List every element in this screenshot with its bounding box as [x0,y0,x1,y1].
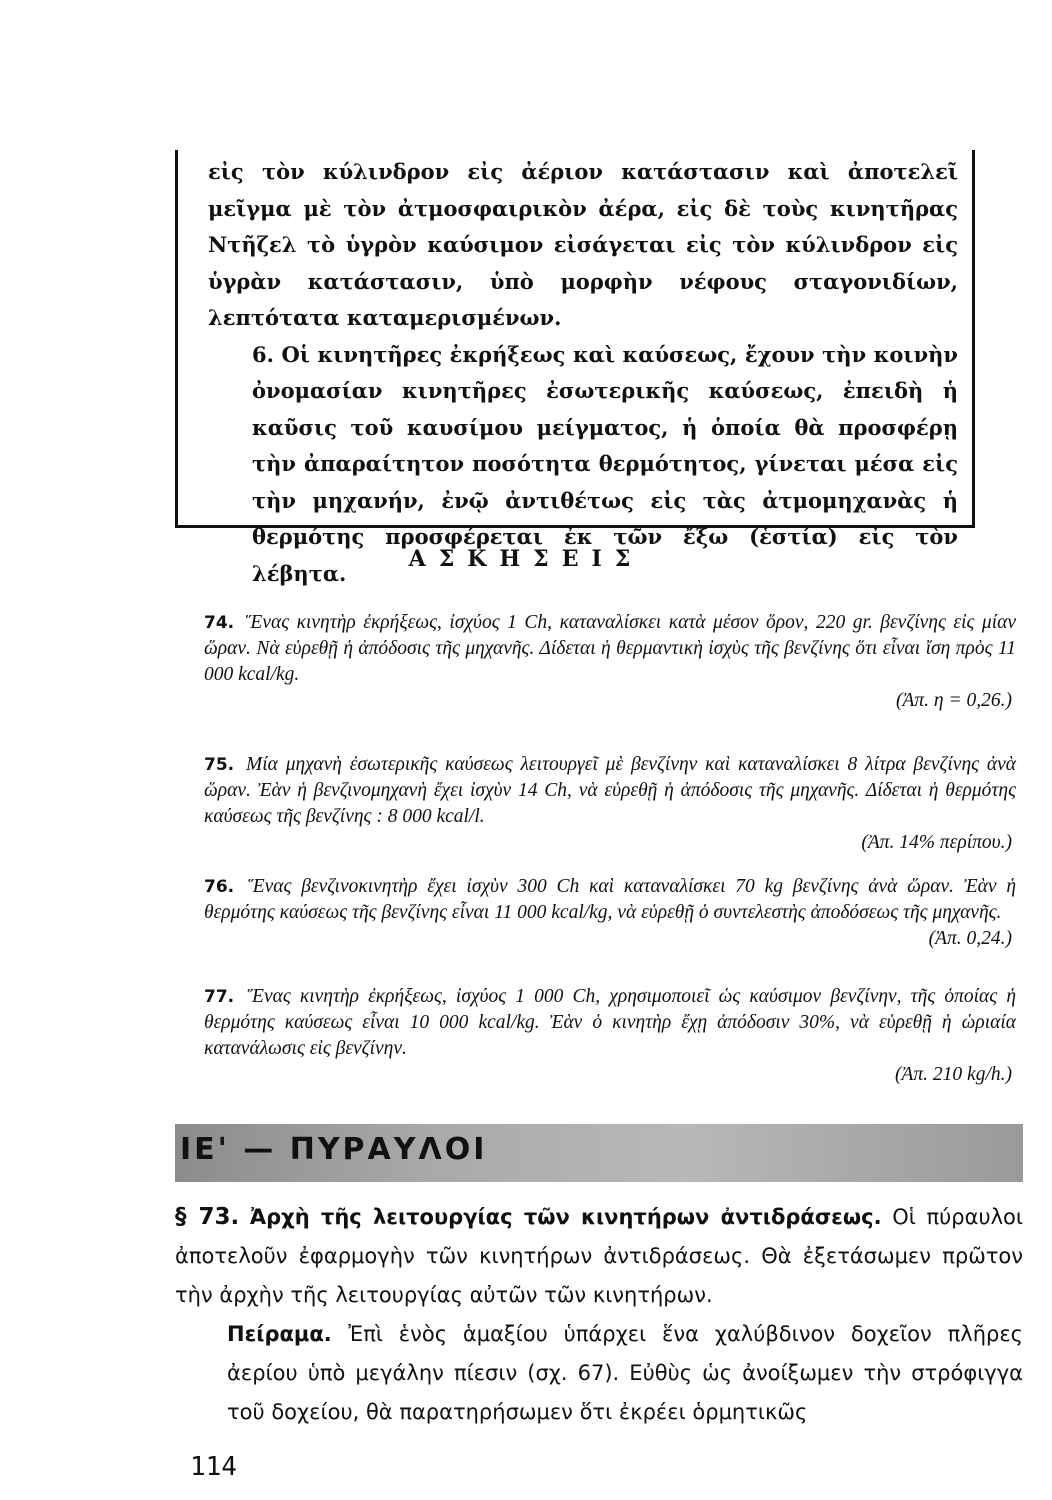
page-number: 114 [190,1452,237,1482]
exercise-text: Μία μηχανὴ ἐσωτερικῆς καύσεως λειτουργεῖ μὲ βενζίνην καὶ καταναλίσκει 8 λίτρα βενζίνης ἀνὰ ὥραν. Ἐὰν ἡ βενζινομηχανὴ ἔχει ἰσχὺν 14 Ch, νὰ εὑρεθῇ ἡ ἀπόδοσις τῆς μηχανῆς. Δίδεται ἡ θερμότης καύσεως τῆς βενζίνης : 8 000 kcal/l. [204,754,1017,827]
exercise-text: Ἕνας κινητὴρ ἐκρήξεως, ἰσχύος 1 000 Ch, χρησιμοποιεῖ ὡς καύσιμον βενζίνην, τῆς ὁποίας ἡ θερμότης καύσεως εἶναι 10 000 kcal/kg. Ἐὰν ὁ κινητὴρ ἔχῃ ἀπόδοσιν 30%, νὰ εὑρεθῇ ἡ ὡριαία κατανάλωσις εἰς βενζίνην. [204,986,1017,1059]
chapter-title: ΙΕ' — ΠΥΡΑΥΛΟΙ [180,1132,488,1167]
experiment-paragraph [175,1315,1023,1432]
summary-number: 6. [252,341,274,367]
section-heading: Ἀρχὴ τῆς λειτουργίας τῶν κινητήρων ἀντιδράσεως. [249,1205,882,1229]
summary-text: Οἱ κινητῆρες ἐκρήξεως καὶ καύσεως, ἔχουν τὴν κοινὴν ὀνομασίαν κινητῆρες ἐσωτερικῆς καύσεως, ἐπειδὴ ἡ καῦσις τοῦ καυσίμου μείγματος, ἡ ὁποία θὰ προσφέρῃ τὴν ἀπαραίτητον ποσότητα θερμότητος, γίνεται μέσα εἰς τὴν μηχανήν, ἐνῷ ἀντιθέτως εἰς τὰς ἀτμομηχανὰς ἡ θερμότης προσφέρεται ἐκ τῶν ἔξω (ἑστία) εἰς τὸν λέβητα. [252,341,958,586]
exercise-74 [204,610,1016,714]
exercise-number: 76. [204,877,235,897]
exercise-number: 77. [204,987,235,1007]
section-paragraph [175,1198,1023,1315]
exercise-number: 75. [204,755,235,775]
exercise-answer: (Ἀπ. 0,24.) [928,928,1012,949]
section-text: Οἱ πύραυλοι ἀποτελοῦν ἐφαρμογὴν τῶν κινητήρων ἀντιδράσεως. Θὰ ἐξετάσωμεν πρῶτον τὴν ἀρχὴν τῆς λειτουργίας αὐτῶν τῶν κινητήρων. [175,1205,1023,1307]
exercise-answer: (Ἀπ. 14% περίπου.) [861,832,1012,853]
exercise-text: Ἕνας κινητὴρ ἐκρήξεως, ἰσχύος 1 Ch, καταναλίσκει κατὰ μέσον ὅρον, 220 gr. βενζίνης εἰς μίαν ὥραν. Νὰ εὑρεθῇ ἡ ἀπόδοσις τῆς μηχανῆς. Δίδεται ἡ θερμαντικὴ ἰσχὺς τῆς βενζίνης ὅτι εἶναι ἴση πρὸς 11 000 kcal/kg. [204,612,1017,685]
summary-text: εἰς τὸν κύλινδρον εἰς ἀέριον κατάστασιν καὶ ἀποτελεῖ μεῖγμα μὲ τὸν ἀτμοσφαιρικὸν ἀέρα, εἰς δὲ τοὺς κινητῆρας Ντῆζελ τὸ ὑγρὸν καύσιμον εἰσάγεται εἰς τὸν κύλινδρον εἰς ὑγρὰν κατάστασιν, ὑπὸ μορφὴν νέφους σταγονιδίων, λεπτότατα καταμερισμένων. [208,159,958,330]
exercise-number: 74. [204,613,235,633]
exercise-answer: (Ἀπ. 210 kg/h.) [895,1064,1012,1085]
section-number: § 73. [175,1204,240,1230]
exercise-text: Ἕνας βενζινοκινητὴρ ἔχει ἰσχὺν 300 Ch καὶ καταναλίσκει 70 kg βενζίνης ἀνὰ ὥραν. Ἐὰν ἡ θερμότης καύσεως τῆς βενζίνης εἶναι 11 000 kcal/kg, νὰ εὑρεθῇ ὁ συντελεστὴς ἀποδόσεως τῆς μηχανῆς. [204,876,1017,923]
experiment-text: Ἐπὶ ἑνὸς ἁμαξίου ὑπάρχει ἕνα χαλύβδινον δοχεῖον πλῆρες ἀερίου ὑπὸ μεγάλην πίεσιν (σχ. 67). Εὐθὺς ὡς ἀνοίξωμεν τὴν στρόφιγγα τοῦ δοχείου, θὰ παρατηρήσωμεν ὅτι ἐκρέει ὁρμητικῶς [227,1322,1024,1424]
summary-paragraph [208,154,958,337]
exercise-76 [204,874,1016,952]
exercise-77 [204,984,1016,1088]
section-73 [175,1198,1023,1432]
exercises-heading: ΑΣΚΗΣΕΙΣ [408,546,644,572]
experiment-label: Πείραμα. [227,1322,332,1346]
exercise-answer: (Ἀπ. η = 0,26.) [895,690,1012,711]
exercise-75 [204,752,1016,856]
